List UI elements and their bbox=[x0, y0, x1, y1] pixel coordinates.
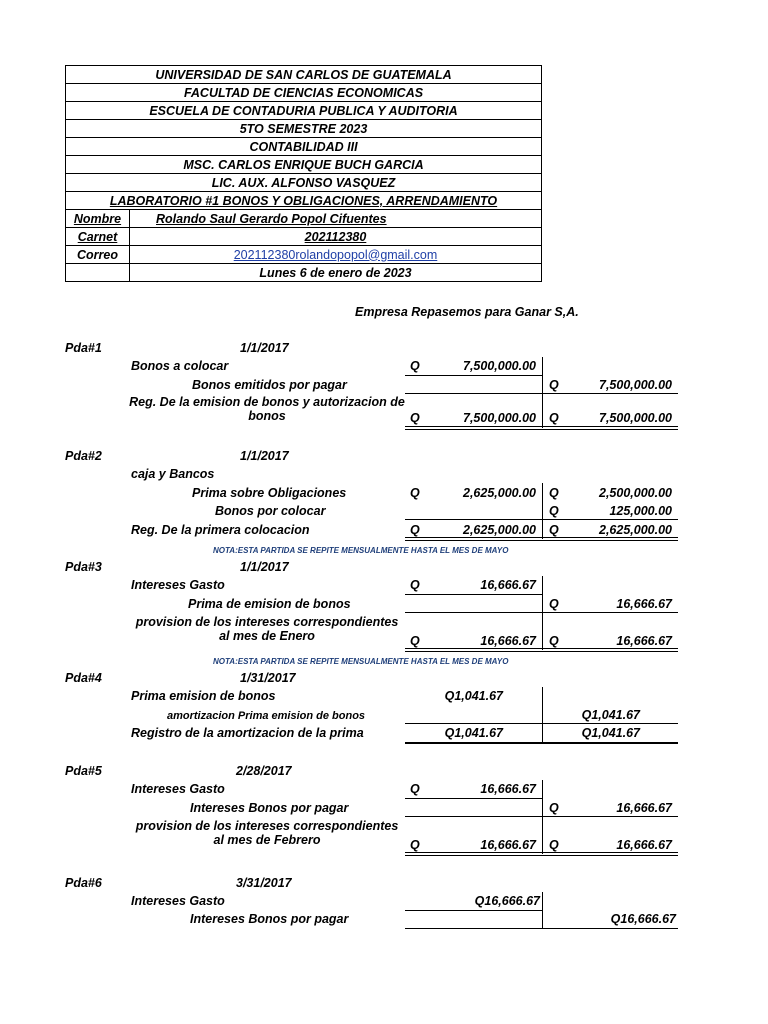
entry-date: 3/31/2017 bbox=[236, 876, 292, 890]
total-rule bbox=[405, 742, 678, 744]
currency-symbol: Q bbox=[410, 578, 420, 592]
entry-id: Pda#6 bbox=[65, 876, 102, 890]
currency-symbol: Q bbox=[410, 411, 420, 425]
debit-account: Intereses Gasto bbox=[131, 894, 225, 908]
currency-symbol: Q bbox=[549, 838, 559, 852]
credit-amount: 125,000.00 bbox=[609, 504, 672, 518]
entry-date: 2/28/2017 bbox=[236, 764, 292, 778]
rule-line bbox=[405, 612, 678, 613]
total-debit: Q1,041.67 bbox=[444, 726, 503, 740]
total-credit: 16,666.67 bbox=[616, 634, 672, 648]
total-debit: 7,500,000.00 bbox=[463, 411, 536, 425]
currency-symbol: Q bbox=[410, 486, 420, 500]
credit-amount: Q1,041.67 bbox=[581, 708, 640, 722]
credit-account: Bonos por colocar bbox=[215, 504, 326, 518]
header-line-professor: MSC. CARLOS ENRIQUE BUCH GARCIA bbox=[66, 156, 542, 174]
credit-account: Intereses Bonos por pagar bbox=[190, 912, 349, 926]
entry-description: Reg. De la primera colocacion bbox=[131, 523, 310, 537]
currency-symbol: Q bbox=[410, 782, 420, 796]
entry-description: provision de los intereses correspondientes al mes de Febrero bbox=[135, 819, 399, 847]
total-double-rule bbox=[405, 852, 678, 856]
rule-line bbox=[405, 816, 678, 817]
entry-description: Registro de la amortizacion de la prima bbox=[131, 726, 364, 740]
currency-symbol: Q bbox=[549, 634, 559, 648]
rule-line bbox=[405, 723, 678, 724]
entry-description: Reg. De la emision de bonos y autorizacion de bonos bbox=[129, 395, 405, 423]
column-divider bbox=[542, 576, 543, 650]
empty-label-cell bbox=[66, 264, 130, 282]
debit-account: Intereses Gasto bbox=[131, 782, 225, 796]
rule-line bbox=[405, 519, 678, 520]
credit-amount: 16,666.67 bbox=[616, 801, 672, 815]
credit-amount: 2,500,000.00 bbox=[599, 486, 672, 500]
header-line-assistant: LIC. AUX. ALFONSO VASQUEZ bbox=[66, 174, 542, 192]
debit-account: Prima emision de bonos bbox=[131, 689, 276, 703]
entry-id: Pda#3 bbox=[65, 560, 102, 574]
credit-amount: 7,500,000.00 bbox=[599, 378, 672, 392]
rule-line bbox=[405, 375, 542, 376]
header-line-course: CONTABILIDAD III bbox=[66, 138, 542, 156]
date-value: Lunes 6 de enero de 2023 bbox=[130, 264, 542, 282]
correo-cell bbox=[130, 246, 542, 264]
entry-date: 1/1/2017 bbox=[240, 341, 289, 355]
column-divider bbox=[542, 892, 543, 929]
column-divider bbox=[542, 780, 543, 854]
nombre-label: Nombre bbox=[66, 210, 130, 228]
rule-line bbox=[405, 594, 542, 595]
repeat-note: NOTA:ESTA PARTIDA SE REPITE MENSUALMENTE HASTA EL MES DE MAYO bbox=[213, 546, 509, 555]
repeat-note: NOTA:ESTA PARTIDA SE REPITE MENSUALMENTE HASTA EL MES DE MAYO bbox=[213, 657, 509, 666]
currency-symbol: Q bbox=[410, 634, 420, 648]
rule-line bbox=[405, 798, 542, 799]
entry-description: provision de los intereses correspondientes al mes de Enero bbox=[135, 615, 399, 643]
header-line-faculty: FACULTAD DE CIENCIAS ECONOMICAS bbox=[66, 84, 542, 102]
email-link[interactable]: 202112380rolandopopol@gmail.com bbox=[233, 247, 438, 262]
company-name: Empresa Repasemos para Ganar S,A. bbox=[355, 305, 579, 319]
currency-symbol: Q bbox=[410, 359, 420, 373]
total-credit: 16,666.67 bbox=[616, 838, 672, 852]
rule-line bbox=[405, 910, 542, 911]
credit-amount: Q16,666.67 bbox=[610, 912, 676, 926]
header-line-lab: LABORATORIO #1 BONOS Y OBLIGACIONES, ARRENDAMIENTO bbox=[66, 192, 542, 210]
debit-amount: Q16,666.67 bbox=[474, 894, 540, 908]
total-credit: 7,500,000.00 bbox=[599, 411, 672, 425]
total-double-rule bbox=[405, 426, 678, 430]
total-debit: 16,666.67 bbox=[480, 634, 536, 648]
carnet-label: Carnet bbox=[66, 228, 130, 246]
entry-id: Pda#2 bbox=[65, 449, 102, 463]
entry-date: 1/1/2017 bbox=[240, 449, 289, 463]
debit-amount: 7,500,000.00 bbox=[463, 359, 536, 373]
debit-amount: 2,625,000.00 bbox=[463, 486, 536, 500]
carnet-value: 202112380 bbox=[130, 228, 542, 246]
header-line-school: ESCUELA DE CONTADURIA PUBLICA Y AUDITORIA bbox=[66, 102, 542, 120]
debit-account: caja y Bancos bbox=[131, 467, 215, 481]
currency-symbol: Q bbox=[410, 523, 420, 537]
entry-date: 1/1/2017 bbox=[240, 560, 289, 574]
header-line-university: UNIVERSIDAD DE SAN CARLOS DE GUATEMALA bbox=[66, 66, 542, 84]
total-credit: Q1,041.67 bbox=[581, 726, 640, 740]
debit-amount: 16,666.67 bbox=[480, 782, 536, 796]
total-double-rule bbox=[405, 537, 678, 541]
debit-amount: 16,666.67 bbox=[480, 578, 536, 592]
entry-date: 1/31/2017 bbox=[240, 671, 296, 685]
credit-account: Bonos emitidos por pagar bbox=[192, 378, 347, 392]
currency-symbol: Q bbox=[549, 523, 559, 537]
currency-symbol: Q bbox=[549, 597, 559, 611]
currency-symbol: Q bbox=[549, 378, 559, 392]
rule-line bbox=[405, 928, 678, 929]
entry-id: Pda#4 bbox=[65, 671, 102, 685]
total-debit: 16,666.67 bbox=[480, 838, 536, 852]
total-debit: 2,625,000.00 bbox=[463, 523, 536, 537]
debit-account: Intereses Gasto bbox=[131, 578, 225, 592]
total-double-rule bbox=[405, 648, 678, 652]
currency-symbol: Q bbox=[410, 838, 420, 852]
credit-account: Intereses Bonos por pagar bbox=[190, 801, 349, 815]
currency-symbol: Q bbox=[549, 504, 559, 518]
credit-account: Prima de emision de bonos bbox=[188, 597, 351, 611]
nombre-value: Rolando Saul Gerardo Popol Cifuentes bbox=[130, 210, 542, 228]
debit-account: Bonos a colocar bbox=[131, 359, 229, 373]
column-divider bbox=[542, 687, 543, 742]
debit-amount: Q1,041.67 bbox=[444, 689, 503, 703]
credit-account: Prima sobre Obligaciones bbox=[192, 486, 347, 500]
total-credit: 2,625,000.00 bbox=[599, 523, 672, 537]
rule-line bbox=[543, 393, 678, 394]
column-divider bbox=[542, 483, 543, 539]
header-line-semester: 5TO SEMESTRE 2023 bbox=[66, 120, 542, 138]
currency-symbol: Q bbox=[549, 801, 559, 815]
credit-account: amortizacion Prima emision de bonos bbox=[167, 710, 366, 722]
header-table bbox=[65, 65, 542, 282]
entry-id: Pda#1 bbox=[65, 341, 102, 355]
currency-symbol: Q bbox=[549, 486, 559, 500]
currency-symbol: Q bbox=[549, 411, 559, 425]
credit-amount: 16,666.67 bbox=[616, 597, 672, 611]
rule-line bbox=[405, 393, 542, 394]
correo-label: Correo bbox=[66, 246, 130, 264]
entry-id: Pda#5 bbox=[65, 764, 102, 778]
